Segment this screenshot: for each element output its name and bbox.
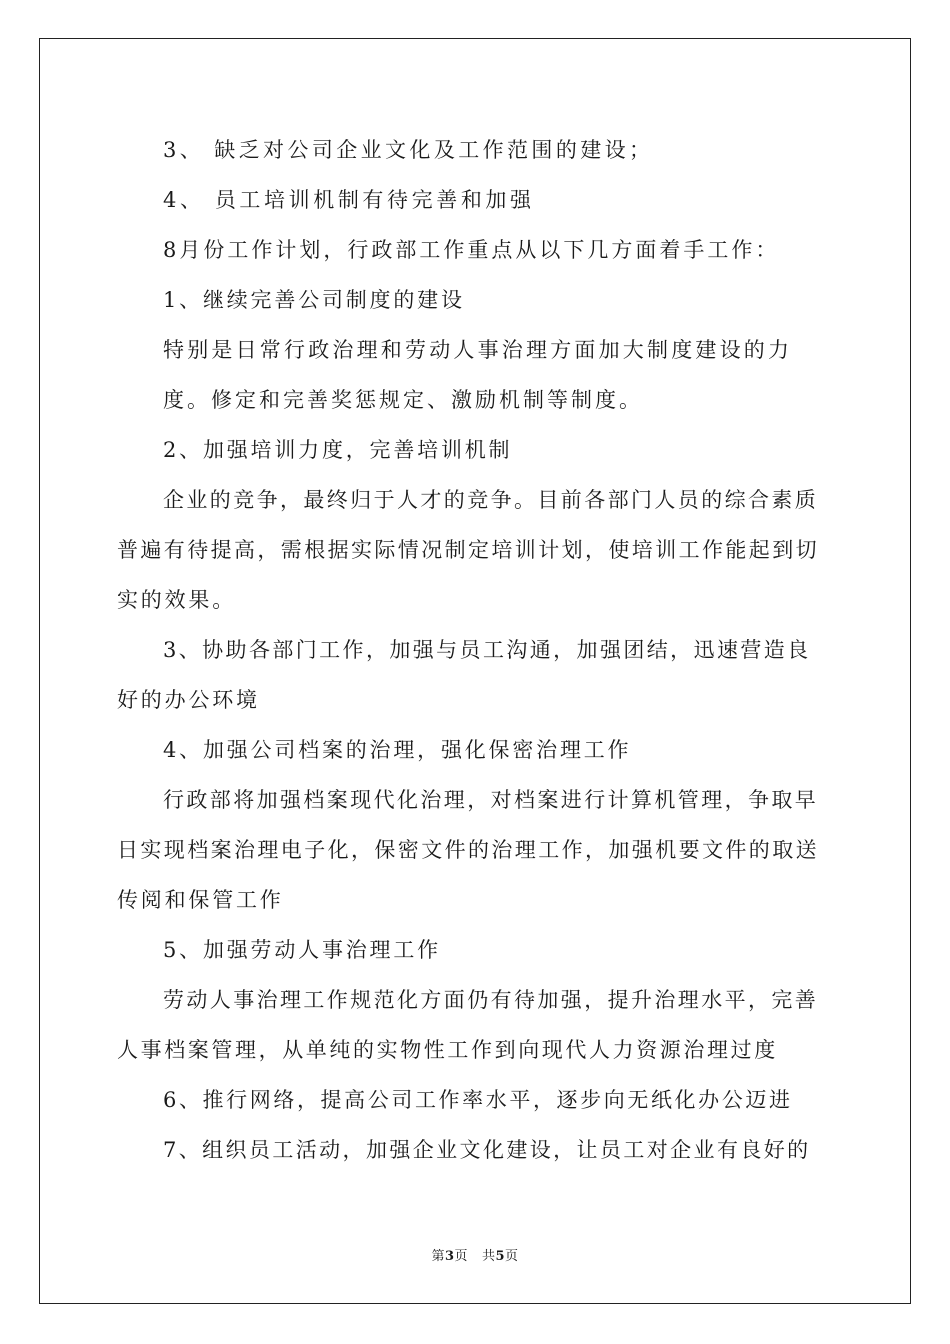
- paragraph-line: 3、 缺乏对公司企业文化及工作范围的建设；: [163, 138, 654, 162]
- paragraph-line: 日实现档案治理电子化，保密文件的治理工作，加强机要文件的取送: [117, 838, 819, 862]
- paragraph-line: 普遍有待提高，需根据实际情况制定培训计划，使培训工作能起到切: [117, 538, 819, 562]
- page-footer: [0, 1248, 950, 1266]
- paragraph-line: 好的办公环境: [117, 688, 260, 712]
- footer-total-prefix: 共: [481, 1249, 496, 1264]
- paragraph-line: 3、协助各部门工作，加强与员工沟通，加强团结，迅速营造良: [163, 638, 811, 662]
- paragraph-line: 传阅和保管工作: [117, 888, 284, 912]
- footer-page-suffix: 页: [454, 1249, 469, 1264]
- paragraph-line: 1、继续完善公司制度的建设: [163, 288, 465, 312]
- paragraph-line: 特别是日常行政治理和劳动人事治理方面加大制度建设的力: [163, 338, 793, 362]
- paragraph-line: 8月份工作计划，行政部工作重点从以下几方面着手工作：: [163, 238, 780, 262]
- paragraph-line: 行政部将加强档案现代化治理，对档案进行计算机管理，争取早: [163, 788, 819, 812]
- paragraph-line: 5、加强劳动人事治理工作: [163, 938, 441, 962]
- paragraph-line: 实的效果。: [117, 588, 236, 612]
- paragraph-line: 企业的竞争，最终归于人才的竞争。目前各部门人员的综合素质: [163, 488, 819, 512]
- paragraph-line: 7、组织员工活动，加强企业文化建设，让员工对企业有良好的: [163, 1138, 811, 1162]
- paragraph-line: 6、推行网络，提高公司工作率水平，逐步向无纸化办公迈进: [163, 1088, 793, 1112]
- paragraph-line: 人事档案管理，从单纯的实物性工作到向现代人力资源治理过度: [117, 1038, 778, 1062]
- footer-total-number: 5: [495, 1249, 506, 1264]
- paragraph-line: 度。修定和完善奖惩规定、激励机制等制度。: [163, 388, 643, 412]
- footer-total-suffix: 页: [505, 1249, 519, 1264]
- page-border: [39, 38, 911, 1304]
- paragraph-line: 4、 员工培训机制有待完善和加强: [163, 188, 535, 212]
- paragraph-line: 2、加强培训力度，完善培训机制: [163, 438, 513, 462]
- footer-page-number: 3: [444, 1249, 455, 1264]
- paragraph-line: 4、加强公司档案的治理，强化保密治理工作: [163, 738, 632, 762]
- footer-page-prefix: 第: [431, 1249, 445, 1264]
- paragraph-line: 劳动人事治理工作规范化方面仍有待加强，提升治理水平，完善: [163, 988, 819, 1012]
